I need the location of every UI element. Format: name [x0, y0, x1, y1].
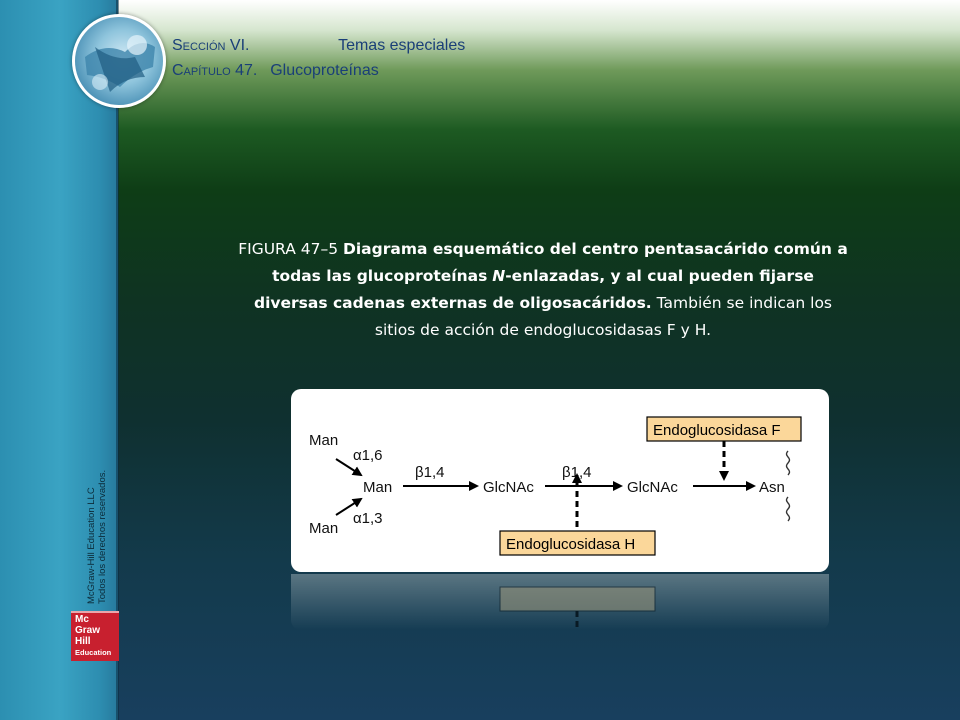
glcnac-1-label: GlcNAc [483, 479, 534, 496]
endoglucosidasa-h-label: Endoglucosidasa H [506, 536, 636, 553]
man-top-label: Man [309, 432, 339, 449]
diagram-panel [291, 389, 829, 572]
caption-bold-part1: Diagrama esquemático del centro pentasacárido común a todas las glucoproteínas [272, 240, 848, 285]
caption-normal-part: También se indican los sitios de acción de endoglucosidasas F y H. [374, 294, 833, 339]
caption-bold-italic: N [492, 267, 506, 285]
link-alpha13-label: α1,3 [353, 510, 383, 527]
chapter-label: Capítulo 47. [172, 62, 258, 79]
publisher-logo [71, 611, 119, 661]
caption-bold-part2: -enlazadas, y al cual pueden fijarse diversas cadenas externas de oligosacáridos. [253, 267, 814, 312]
section-label: Sección VI. [172, 37, 250, 54]
glcnac-2-label: GlcNAc [627, 479, 678, 496]
man-bottom-label: Man [309, 520, 339, 537]
section-emblem-image [72, 14, 166, 108]
chapter-title: Glucoproteínas [270, 62, 379, 79]
section-header [172, 37, 465, 55]
diagram-reflection [291, 574, 829, 630]
copyright-notice [86, 470, 108, 604]
asn-label: Asn [759, 479, 785, 496]
copyright-line1: McGraw-Hill Education LLC [86, 487, 97, 604]
figure-label: FIGURA 47–5 [238, 240, 339, 258]
logo-line3: Hill [75, 636, 91, 647]
link-alpha16-label: α1,6 [353, 447, 383, 464]
endoglucosidasa-f-label: Endoglucosidasa F [653, 422, 781, 439]
copyright-line2: Todos los derechos reservados. [97, 469, 108, 604]
figure-caption [238, 236, 848, 344]
logo-line1: Mc [75, 614, 89, 625]
logo-line4: Education [75, 648, 112, 657]
link-beta14-first-label: β1,4 [415, 464, 445, 481]
link-beta14-second-label: β1,4 [562, 464, 592, 481]
chapter-header [172, 62, 379, 80]
peptide-chain-wavy-icon [787, 451, 790, 521]
diagram-svg [291, 389, 829, 572]
logo-line2: Graw [75, 625, 101, 636]
man-center-label: Man [363, 479, 393, 496]
section-title: Temas especiales [338, 37, 466, 54]
